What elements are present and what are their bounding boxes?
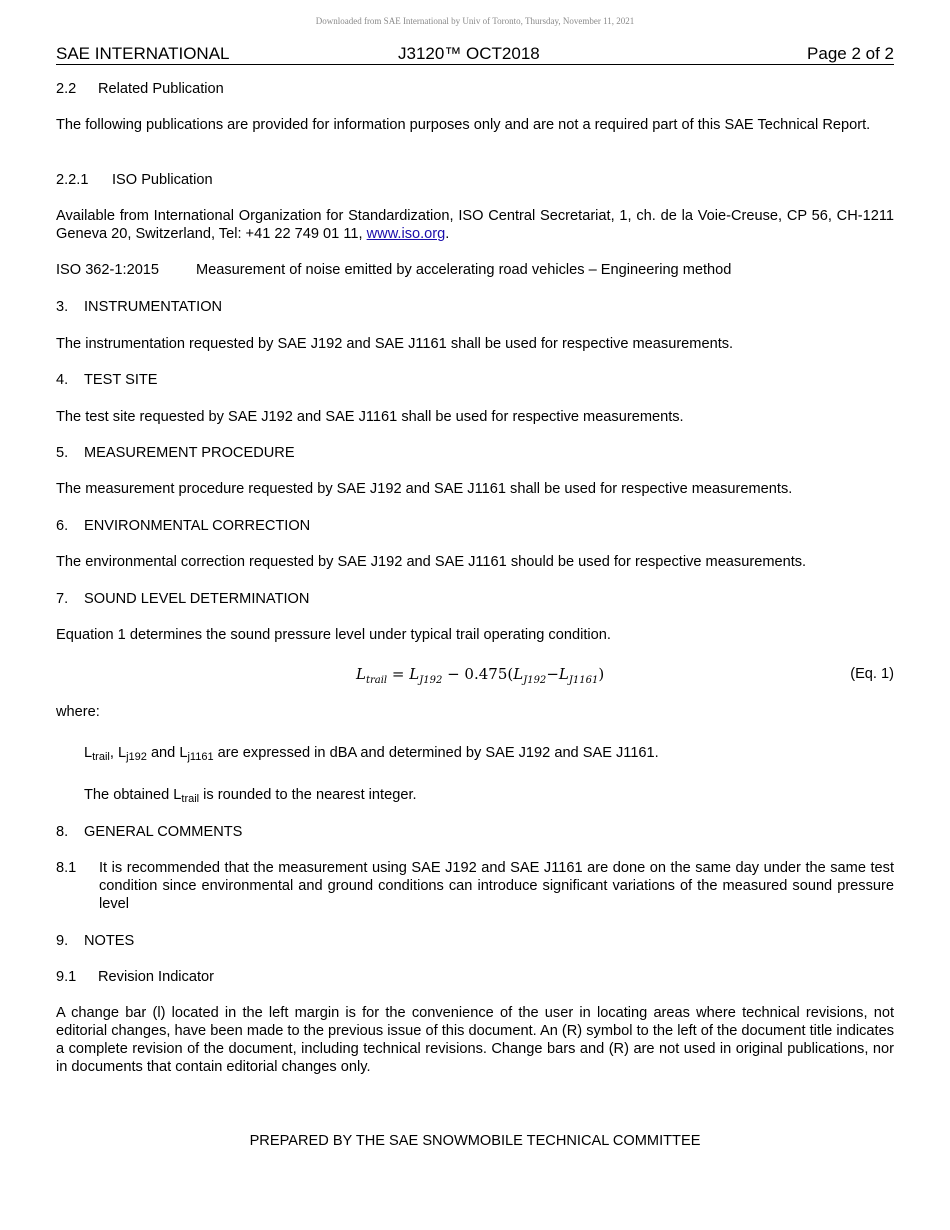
section-number: 7. [56, 591, 69, 607]
section-number: 3. [56, 299, 69, 315]
section-heading-7 [56, 590, 894, 608]
eq-subscript: trail [365, 675, 388, 686]
committee-footer: PREPARED BY THE SAE SNOWMOBILE TECHNICAL COMMITTEE [249, 1133, 701, 1149]
iso-reference-code: ISO 362-1:2015 [56, 262, 160, 278]
var-text: are expressed in dBA and determined by SAE J192 and SAE J1161. [213, 745, 659, 761]
section-heading-4 [56, 371, 894, 389]
section-title: NOTES [84, 933, 135, 949]
section-heading-3 [56, 298, 894, 316]
note-text: The obtained [84, 787, 174, 803]
var-subscript: j1161 [187, 751, 214, 763]
iso-reference-title: Measurement of noise emitted by accelerating road vehicles – Engineering method [196, 262, 732, 278]
section-title: GENERAL COMMENTS [84, 824, 243, 840]
var-term: L [117, 745, 127, 761]
section-number: 8. [56, 824, 69, 840]
section-heading-2-2 [56, 80, 894, 98]
section-number: 2.2 [56, 81, 77, 97]
section-title: ISO Publication [112, 172, 213, 188]
var-term: L [179, 745, 188, 761]
paragraph-measurement-procedure: The measurement procedure requested by SAE J192 and SAE J1161 shall be used for respective measurements. [56, 481, 793, 497]
iso-reference-entry [56, 261, 894, 279]
download-watermark: Downloaded from SAE International by Univ of Toronto, Thursday, November 11, 2021 [315, 16, 635, 26]
eq-operator: = [387, 665, 410, 683]
header-document-id: J3120™ OCT2018 [398, 44, 540, 63]
paragraph-revision-indicator: A change bar (l) located in the left margin is for the convenience of the user in locating areas where technical revisions, not editorial changes, have been made to the previous issue of this document. An (R) symbol to the left of the document title indicates a complete revision of the document, including technical revisions. Change bars and (R) are not used in original publications, nor in documents that contain editorial changes only. [56, 1005, 894, 1075]
var-term: L [173, 787, 182, 803]
eq-subscript: J192 [523, 675, 547, 686]
eq-term: L [558, 665, 569, 683]
var-subscript: trail [92, 751, 110, 763]
paragraph-related-publications: The following publications are provided for information purposes only and are not a required part of this SAE Technical Report. [56, 117, 871, 133]
paragraph-iso-availability [56, 207, 894, 243]
section-title: SOUND LEVEL DETERMINATION [84, 591, 310, 607]
paragraph-instrumentation: The instrumentation requested by SAE J192 and SAE J1161 shall be used for respective measurements. [56, 336, 734, 352]
section-number: 2.2.1 [56, 172, 89, 188]
section-8-1-text: It is recommended that the measurement using SAE J192 and SAE J1161 are done on the same day under the same test condition since environmental and ground conditions can introduce significant variations of the measured sound pressure level [99, 860, 894, 912]
paragraph-sound-level: Equation 1 determines the sound pressure level under typical trail operating condition. [56, 627, 611, 643]
eq-subscript: J1161 [568, 675, 599, 686]
var-subscript: trail [181, 793, 200, 805]
section-heading-8 [56, 823, 894, 841]
var-term: L [84, 745, 93, 761]
section-number: 4. [56, 372, 69, 388]
eq-operator: ) [598, 665, 605, 683]
var-sep: , [109, 745, 118, 761]
note-text: is rounded to the nearest integer. [199, 787, 417, 803]
equation-number: (Eq. 1) [850, 666, 894, 682]
section-8-1-item [56, 859, 894, 913]
iso-website-link[interactable]: www.iso.org [366, 226, 446, 242]
section-heading-9 [56, 932, 894, 950]
where-label: where: [56, 704, 100, 720]
rounding-note [84, 786, 894, 808]
section-number: 5. [56, 445, 69, 461]
section-title: MEASUREMENT PROCEDURE [84, 445, 295, 461]
section-number: 8.1 [56, 860, 77, 876]
section-heading-5 [56, 444, 894, 462]
section-heading-9-1 [56, 968, 894, 986]
section-number: 6. [56, 518, 69, 534]
section-title: INSTRUMENTATION [84, 299, 223, 315]
header-page-number: Page 2 of 2 [807, 44, 894, 63]
eq-term: L [513, 665, 524, 683]
header-organization: SAE INTERNATIONAL [56, 44, 230, 63]
eq-operator: − [546, 665, 559, 683]
iso-address-text: Available from International Organization for Standardization, ISO Central Secretariat, 1, ch. de la Voie-Creuse, CP 56, CH-1211 Geneva 20, Switzerland, Tel: +41 22 749 01 11, [56, 208, 894, 242]
section-heading-6 [56, 517, 894, 535]
section-title: TEST SITE [84, 372, 158, 388]
var-sep: and [146, 745, 180, 761]
eq-term: L [356, 665, 366, 683]
section-number: 9. [56, 933, 69, 949]
eq-operator: − 0.475( [442, 665, 514, 683]
eq-term: L [409, 665, 420, 683]
section-title: ENVIRONMENTAL CORRECTION [84, 518, 311, 534]
section-title: Related Publication [98, 81, 224, 97]
equation-1 [356, 664, 604, 691]
section-number: 9.1 [56, 969, 77, 985]
eq-subscript: J192 [419, 675, 443, 686]
paragraph-environmental-correction: The environmental correction requested by SAE J192 and SAE J1161 should be used for respective measurements. [56, 554, 807, 570]
section-heading-2-2-1 [56, 171, 894, 189]
var-subscript: j192 [126, 751, 147, 763]
page-header [56, 44, 894, 65]
iso-address-end: . [445, 226, 450, 242]
variable-definition [84, 744, 894, 766]
section-title: Revision Indicator [98, 969, 214, 985]
paragraph-test-site: The test site requested by SAE J192 and SAE J1161 shall be used for respective measurements. [56, 409, 684, 425]
